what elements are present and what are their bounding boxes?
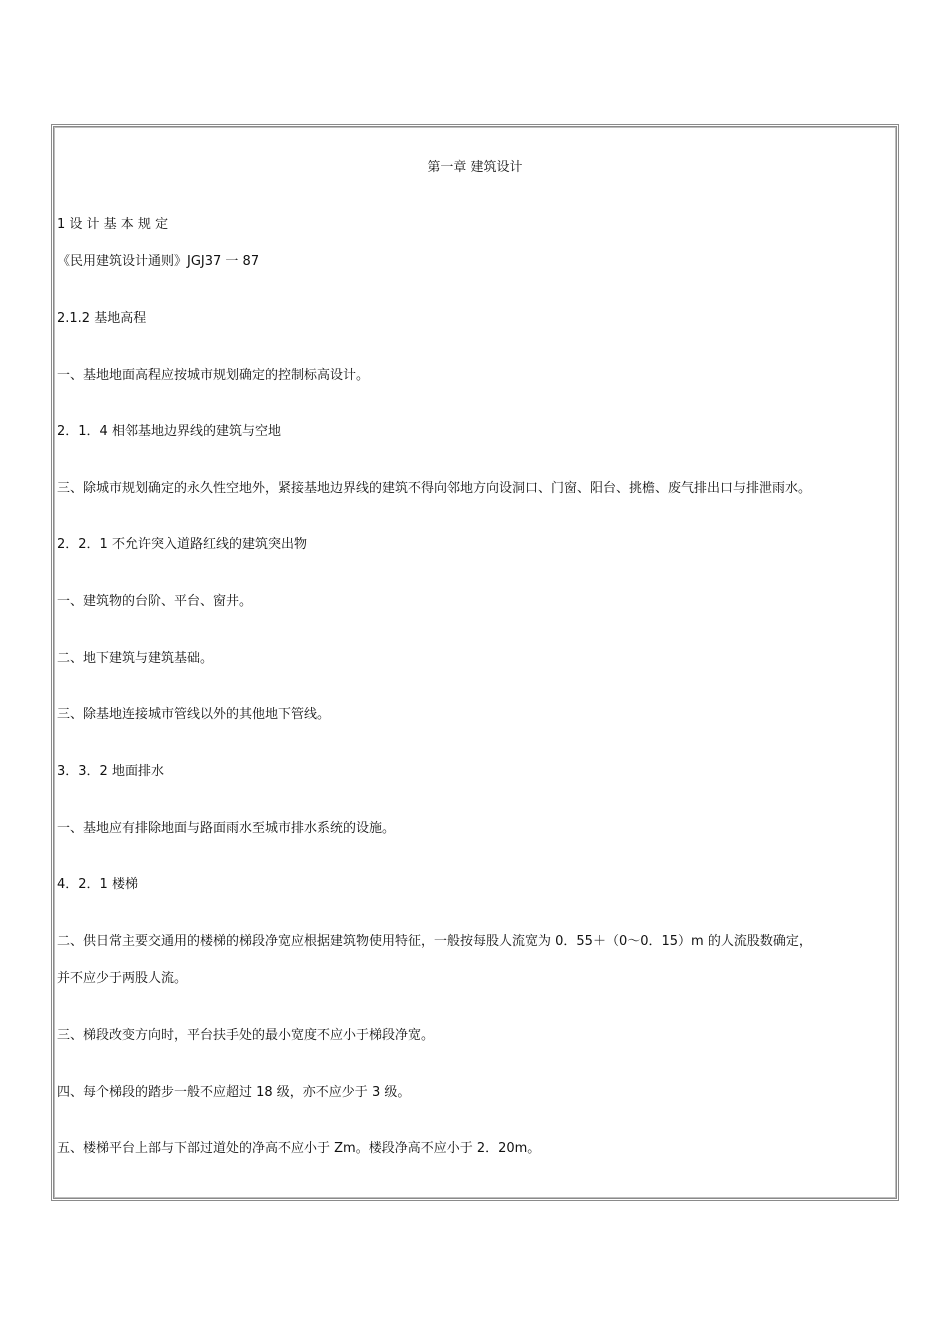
clause-text: 一、基地地面高程应按城市规划确定的控制标高设计。 — [57, 368, 370, 383]
clause-text: 二、地下建筑与建筑基础。 — [57, 651, 214, 666]
clause-text: 二、供日常主要交通用的楼梯的梯段净宽应根据建筑物使用特征，一般按每股人流宽为 0．55＋（0～0．15）m 的人流股数确定， — [57, 934, 812, 949]
clause-text-continuation: 并不应少于两股人流。 — [57, 971, 188, 986]
section-heading: 1 设 计 基 本 规 定 — [57, 217, 169, 232]
clause-text: 三、除基地连接城市管线以外的其他地下管线。 — [57, 707, 331, 722]
reference-standard: 《民用建筑设计通则》JGJ37 一 87 — [57, 254, 260, 269]
clause-text: 一、基地应有排除地面与路面雨水至城市排水系统的设施。 — [57, 821, 396, 836]
chapter-title: 第一章 建筑设计 — [427, 160, 523, 175]
clause-heading: 2．2．1 不允许突入道路红线的建筑突出物 — [57, 537, 307, 552]
clause-heading: 3．3．2 地面排水 — [57, 764, 164, 779]
clause-heading: 2．1．4 相邻基地边界线的建筑与空地 — [57, 424, 281, 439]
clause-heading: 4．2．1 楼梯 — [57, 877, 138, 892]
clause-text: 三、除城市规划确定的永久性空地外，紧接基地边界线的建筑不得向邻地方向设洞口、门窗、阳台、挑檐、废气排出口与排泄雨水。 — [57, 481, 812, 496]
clause-text: 四、每个梯段的踏步一般不应超过 18 级，亦不应少于 3 级。 — [57, 1085, 411, 1100]
clause-text: 五、楼梯平台上部与下部过道处的净高不应小于 Zm。楼段净高不应小于 2．20m。 — [57, 1141, 541, 1156]
clause-text: 三、梯段改变方向时，平台扶手处的最小宽度不应小于梯段净宽。 — [57, 1028, 435, 1043]
clause-heading: 2.1.2 基地高程 — [57, 311, 147, 326]
clause-text: 一、建筑物的台阶、平台、窗井。 — [57, 594, 253, 609]
